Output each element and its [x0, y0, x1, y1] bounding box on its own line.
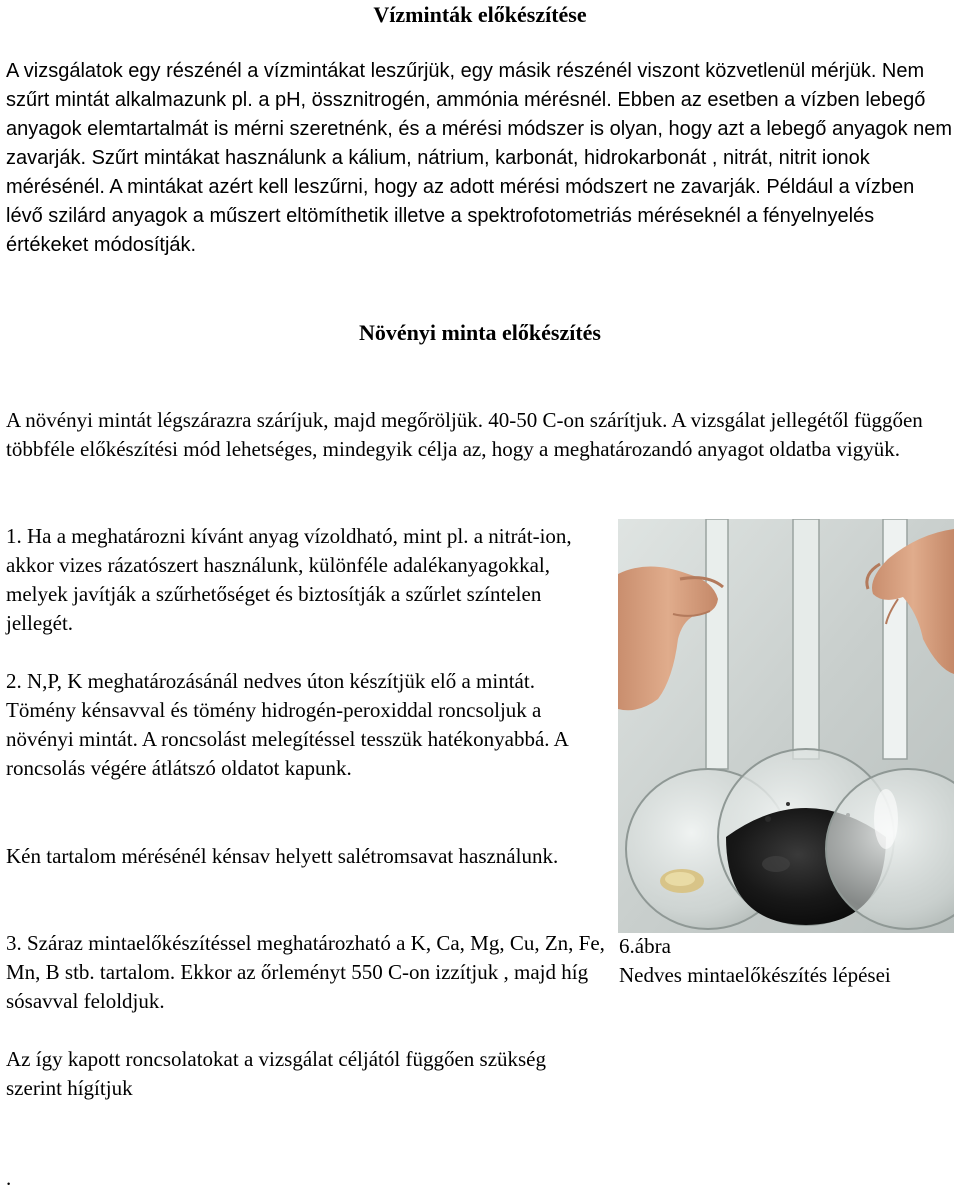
method-item-1: 1. Ha a meghatározni kívánt anyag vízoldható, mint pl. a nitrát-ion, akkor vizes rázatószert használunk, különféle adalékanyagokkal, melyek javítják a szűrhetőséget és biztosítják a szűrlet színtelen jellegét.	[6, 524, 572, 635]
trailing-dot: .	[6, 1166, 12, 1190]
sulfur-note: Kén tartalom mérésénél kénsav helyett salétromsavat használunk.	[6, 844, 559, 868]
figure-caption	[619, 932, 891, 990]
plant-sample-intro: A növényi mintát légszárazra száríjuk, majd megőröljük. 40-50 C-on szárítjuk. A vizsgálat jellegétől függően többféle előkészítési mód lehetséges, mindegyik célja az, hogy a meghatározandó anyagot oldatba vigyük.	[6, 408, 923, 461]
method-item-3: 3. Száraz mintaelőkészítéssel meghatározható a K, Ca, Mg, Cu, Zn, Fe, Mn, B stb. tartalom. Ekkor az őrleményt 550 C-on izzítjuk , majd híg sósavval feloldjuk.	[6, 931, 605, 1013]
closing-paragraph: Az így kapott roncsolatokat a vizsgálat céljától függően szükség szerint hígítjuk	[6, 1047, 547, 1100]
water-sample-paragraph: A vizsgálatok egy részénél a vízmintákat leszűrjük, egy másik részénél viszont közvetlenül mérjük. Nem szűrt mintát alkalmazunk pl. a pH, össznitrogén, ammónia mérésnél. Ebben az esetben a vízben lebegő anyagok elemtartalmát is mérni szeretnénk, és a mérési módszer is olyan, hogy azt a lebegő anyagok nem zavarják. Szűrt mintákat használunk a kálium, nátrium, karbonát, hidrokarbonát , nitrát, nitrit ionok mérésénél. A mintákat azért kell leszűrni, hogy az adott mérési módszert ne zavarják. Például a vízben lévő szilárd anyagok a műszert eltömíthetik illetve a spektrofotometriás méréseknél a fényelnyelés értékeket módosítják.	[6, 60, 953, 256]
method-item-2: 2. N,P, K meghatározásánál nedves úton készítjük elő a mintát. Tömény kénsavval és tömény hidrogén-peroxiddal roncsoljuk a növényi mintát. A roncsolást melegítéssel tesszük hatékonyabbá. A roncsolás végére átlátszó oldatot kapunk.	[6, 669, 568, 780]
figure-caption-text: Nedves mintaelőkészítés lépései	[619, 963, 891, 987]
figure-number: 6.ábra	[619, 934, 671, 958]
page-title: Vízminták előkészítése	[373, 2, 587, 27]
section-heading: Növényi minta előkészítés	[359, 320, 601, 345]
flask-photo	[618, 519, 954, 933]
